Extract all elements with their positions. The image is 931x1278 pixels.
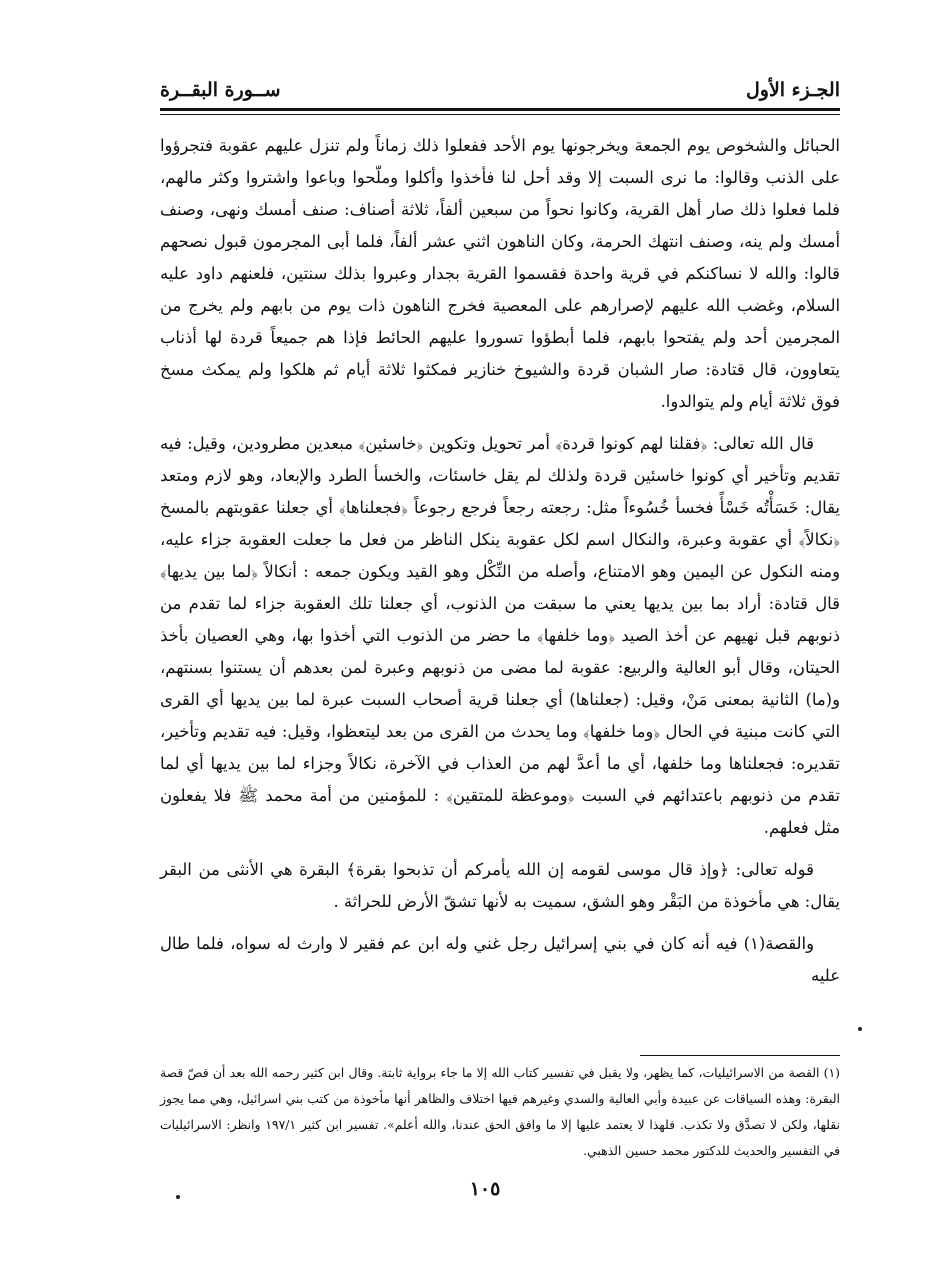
header-surah: ســورة البقــرة <box>160 79 281 101</box>
running-header <box>160 72 840 108</box>
footnote-rule <box>640 1055 840 1056</box>
margin-dot <box>858 1027 862 1031</box>
page-number: ١٠٥ <box>469 1178 501 1200</box>
footnote: (١) القصة من الاسرائيليات، كما يظهر، ولا يقبل في تفسير كتاب الله إلا ما جاء برواية ثابتة. وقال ابن كثير رحمه الله بعد أن قصّ قصة البقرة: وهذه السياقات عن عبيدة وأبي العالية والسدي وغيرهم فيها اختلاف والظاهر أنها مأخوذة من كتب بني اسرائيل، وهي مما يجوز نقلها، ولكن لا تصدَّق ولا تكذب. فلهذا لا يعتمد عليها إلا ما وافق الحق عندنا، والله أعلم». تفسير ابن كثير ١٩٧/١ وانظر: الاسرائيليات في التفسير والحديث للدكتور محمد حسين الذهبي. <box>160 1065 840 1158</box>
body-text <box>160 130 840 1002</box>
header-rule <box>160 108 840 115</box>
paragraph-2: قال الله تعالى: ﴿فقلنا لهم كونوا قردة﴾ أمر تحويل وتكوين ﴿خاسئين﴾ مبعدين مطرودين، وقيل: فيه تقديم وتأخير أي كونوا خاسئين قردة ولذلك لم يقل خاسئات، والخسأ الطرد والإبعاد، وهو لازم ومتعد يقال: خَسَأْتُه خَسْأً فخسأ خُسُوءاً مثل: رجعته رجعاً فرجع رجوعاً ﴿فجعلناها﴾ أي جعلنا عقوبتهم بالمسخ ﴿نكالاً﴾ أي عقوبة وعبرة، والنكال اسم لكل عقوبة ينكل الناظر من فعل ما جعلت العقوبة جزاء عليه، ومنه النكول عن اليمين وهو الامتناع، وأصله من النِّكْل وهو القيد ويكون جمعه : أنكالاً ﴿لما بين يديها﴾ قال قتادة: أراد بما بين يديها يعني ما سبقت من الذنوب، أي جعلنا تلك العقوبة جزاء لما تقدم من ذنوبهم قبل نهيهم عن أخذ الصيد ﴿وما خلفها﴾ ما حضر من الذنوب التي أخذوا بها، وهي العصيان بأخذ الحيتان، وقال أبو العالية والربيع: عقوبة لما مضى من ذنوبهم وعبرة لمن بعدهم أن يستنوا بسنتهم، و(ما) الثانية بمعنى مَنْ، وقيل: (جعلناها) أي جعلنا قرية أصحاب السبت عبرة لما بين يديها أي القرى التي كانت مبنية في الحال ﴿وما خلفها﴾ وما يحدث من القرى من بعد ليتعظوا، وقيل: فيه تقديم وتأخير، تقديره: فجعلناها وما خلفها، أي ما أعدَّ لهم من العذاب في الآخرة، نكالاً وجزاء لما بين يديها أي لما تقدم من ذنوبهم باعتدائهم في السبت ﴿وموعظة للمتقين﴾ : للمؤمنين من أمة محمد ﷺ فلا يفعلون مثل فعلهم. <box>160 434 840 837</box>
paragraph-3: قوله تعالى: ﴿وإذ قال موسى لقومه إن الله يأمركم أن تذبحوا بقرة﴾ البقرة هي الأنثى من البقر يقال: هي مأخوذة من البَقْر وهو الشق، سميت به لأنها تشقّ الأرض للحراثة . <box>160 860 840 911</box>
header-part: الجـزء الأول <box>745 79 840 101</box>
paragraph-4: والقصة(١) فيه أنه كان في بني إسرائيل رجل غني وله ابن عم فقير لا وارث له سواه، فلما طال عليه <box>160 934 840 985</box>
paragraph-1: الحبائل والشخوص يوم الجمعة ويخرجونها يوم الأحد ففعلوا ذلك زماناً ولم تنزل عليهم عقوبة فتجرؤوا على الذنب وقالوا: ما نرى السبت إلا وقد أحل لنا فأخذوا وأكلوا وملّحوا وباعوا واشتروا وكثر مالهم، فلما فعلوا ذلك صار أهل القرية، وكانوا نحواً من سبعين ألفاً، ثلاثة أصناف: صنف أمسك ونهى، وصنف أمسك ولم ينه، وصنف انتهك الحرمة، وكان الناهون اثني عشر ألفاً، فلما أبى المجرمون قبول نصحهم قالوا: والله لا نساكنكم في قرية واحدة فقسموا القرية بجدار وعبروا بذلك سنتين، فلعنهم داود عليه السلام، وغضب الله عليهم لإصرارهم على المعصية فخرج الناهون ذات يوم من بابهم ولم يخرج من المجرمين أحد ولم يفتحوا بابهم، فلما أبطؤوا تسوروا عليهم الحائط فإذا هم جميعاً قردة لها أذناب يتعاوون، قال قتادة: صار الشبان قردة والشيوخ خنازير فمكثوا ثلاثة أيام ثم هلكوا ولم يمكث مسخ فوق ثلاثة أيام ولم يتوالدوا. <box>160 136 840 411</box>
margin-dot <box>176 1195 180 1199</box>
